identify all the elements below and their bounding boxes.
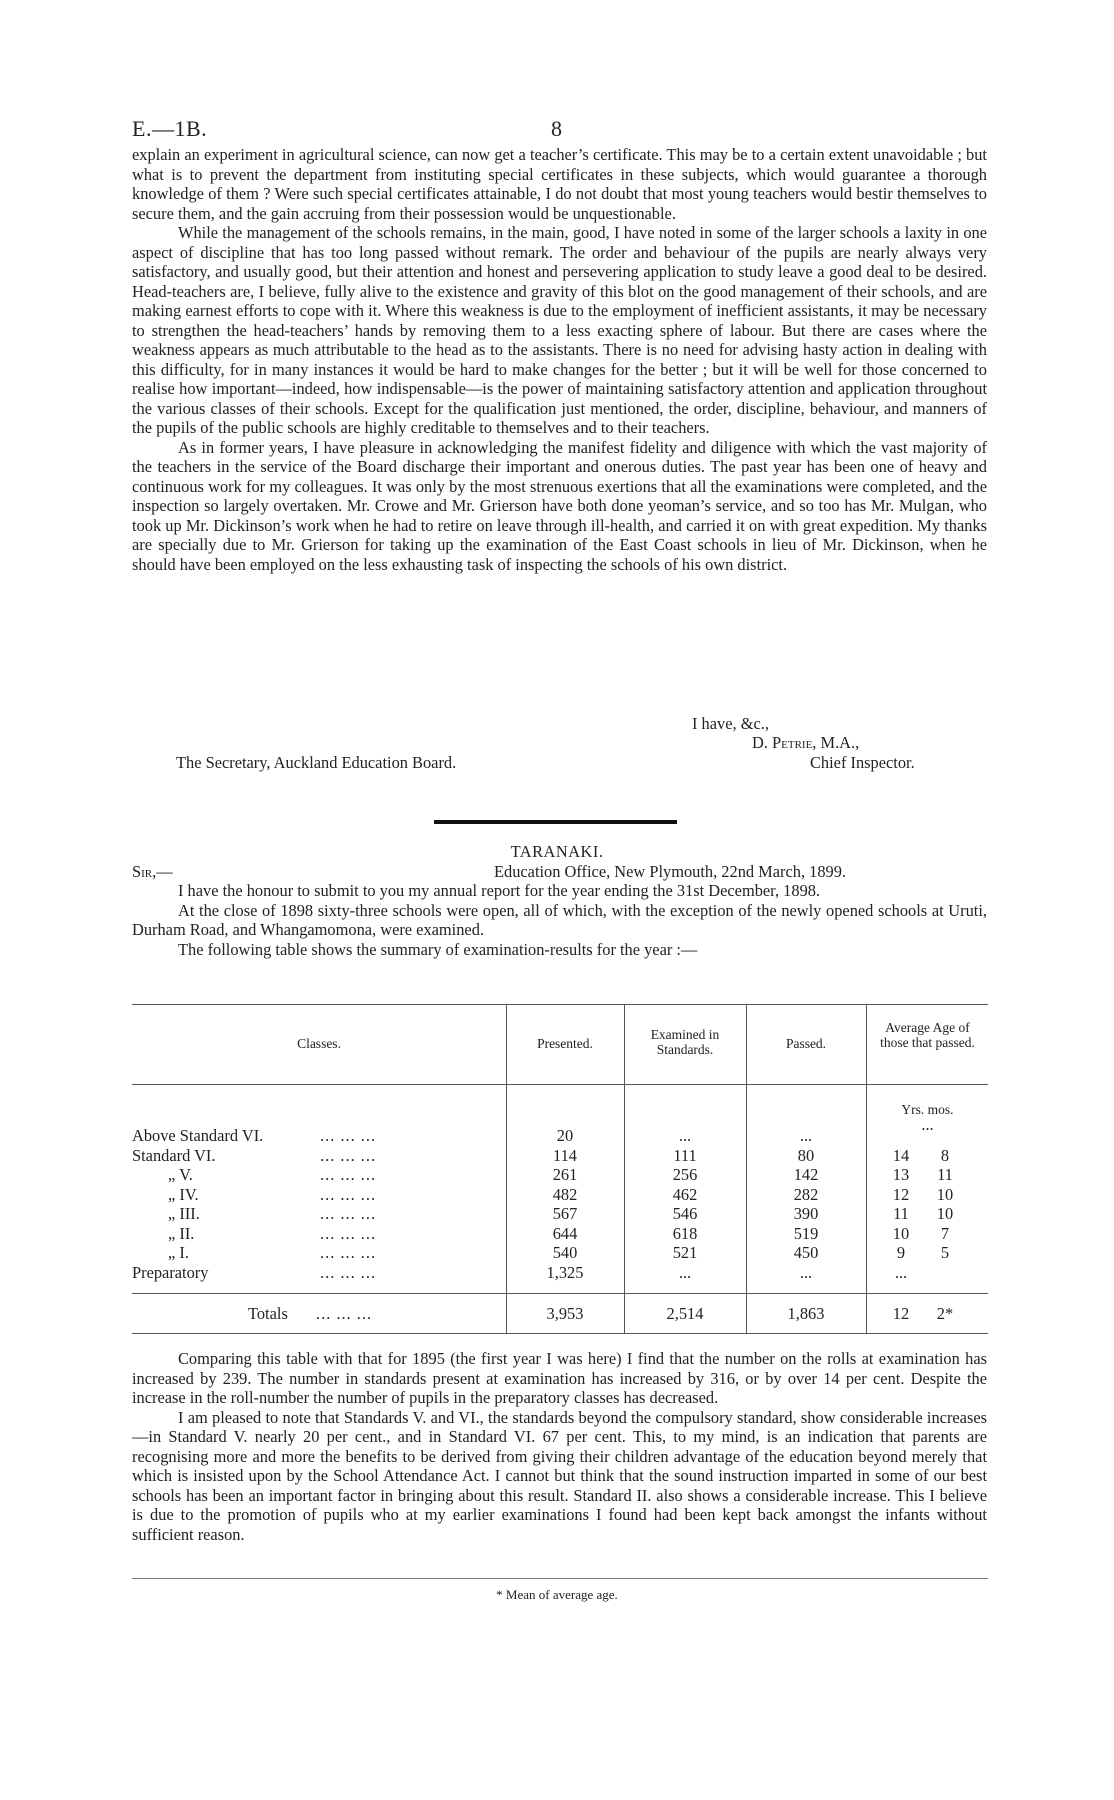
col-header-passed: Passed. xyxy=(785,1036,827,1051)
cell-age-yrs: 10 xyxy=(892,1223,910,1243)
paragraph: I am pleased to note that Standards V. and VI., the standards beyond the compulsory standard, show considerable increases—in Standard V. nearly 20 per cent., and in Standard VI. 67 per cent. This, to my mind, is an indication that parents are recognising more and more the benefits to be derived from giving their children advantage of the education beyond merely that which is insisted upon by the School Attendance Act. I cannot but think that the sound instruction imparted in some of our best schools has been an important factor in bringing about this result. Standard II. also shows a considerable increase. This I believe is due to the promotion of pupils who at my earlier examinations I found had been kept back amongst the infants without sufficient reason. xyxy=(132,1407,987,1544)
addressee: The Secretary, Auckland Education Board. xyxy=(176,753,457,772)
cell-passed: 282 xyxy=(793,1184,819,1204)
paragraph: Comparing this table with that for 1895 (the first year I was here) I find that the number on the rolls at examination has increased by 239. The number in standards present at examination has increased by 316, or by over 14 per cent. Despite the increase in the roll-number the number of pupils in the preparatory classes has decreased. xyxy=(132,1349,987,1407)
cell-presented: 482 xyxy=(552,1184,578,1204)
paragraph: At the close of 1898 sixty-three schools were open, all of which, with the exception of the newly opened schools at Uruti, Durham Road, and Whangamomona, were examined. xyxy=(132,900,987,939)
table-col-rule xyxy=(624,1004,625,1333)
footnote: * Mean of average age. xyxy=(496,1587,618,1602)
col-header-presented: Presented. xyxy=(537,1036,593,1051)
cell-presented: 644 xyxy=(552,1223,578,1243)
leader-dots: ... ... ... xyxy=(320,1126,377,1145)
cell-presented: 567 xyxy=(552,1204,578,1223)
row-label: „ V. xyxy=(168,1165,193,1184)
cell-passed: ... xyxy=(799,1126,813,1145)
cell-age-yrs: 11 xyxy=(893,1204,909,1223)
cell-presented: 1,325 xyxy=(546,1262,584,1282)
row-label: „ I. xyxy=(168,1243,189,1262)
cell-age-yrs: 12 xyxy=(892,1184,910,1204)
cell-age-yrs: ... xyxy=(894,1262,908,1282)
table-rule-bottom xyxy=(132,1333,988,1334)
page-number: 8 xyxy=(551,116,562,141)
cell-passed: 519 xyxy=(793,1223,819,1243)
cell-examined: 462 xyxy=(672,1184,698,1204)
paragraph: explain an experiment in agricultural science, can now get a teacher’s certificate. This may be to a certain extent unavoidable ; but what is to prevent the department from instituting special certificates in these subjects, which would guarantee a thorough knowledge of them ? Were such special certificates attainable, I do not doubt that most young teachers would bestir themselves to secure them, and the gain accruing from their possession would be unquestionable. xyxy=(132,145,987,223)
table-rule-top xyxy=(132,1004,988,1005)
section-title: TARANAKI. xyxy=(510,842,604,861)
cell-examined: 111 xyxy=(673,1145,697,1165)
table-rule-header xyxy=(132,1084,988,1085)
dateline: Education Office, New Plymouth, 22nd March, 1899. xyxy=(494,862,847,881)
leader-dots: ... ... ... xyxy=(320,1145,377,1165)
total-passed: 1,863 xyxy=(787,1304,825,1323)
paragraph: As in former years, I have pleasure in acknowledging the manifest fidelity and diligence with which the vast majority of the teachers in the service of the Board discharge their important and onerous duties. The past year has been one of heavy and continuous work for my colleagues. It was only by the most strenuous exertions that all the examinations were completed, and the inspection so largely overtaken. Mr. Crowe and Mr. Grierson have both done yeoman’s service, and so too has Mr. Mulgan, who took up Mr. Dickinson’s work when he had to retire on leave through ill-health, and carried it on with great expedition. My thanks are specially due to Mr. Grierson for taking up the examination of the East Coast schools in lieu of Mr. Dickinson, when he should have been employed on the less exhausting task of inspecting the schools of his own district. xyxy=(132,437,987,574)
cell-passed: 142 xyxy=(793,1165,819,1184)
leader-dots: ... ... ... xyxy=(320,1184,377,1204)
col-header-age: Average Age of those that passed. xyxy=(880,1020,975,1050)
cell-age-yrs: 14 xyxy=(892,1145,910,1165)
cell-passed: ... xyxy=(799,1262,813,1282)
leader-dots: ... ... ... xyxy=(320,1204,377,1223)
cell-presented: 261 xyxy=(552,1165,578,1184)
total-age-yrs: 12 xyxy=(892,1304,910,1323)
cell-age-mos: 7 xyxy=(940,1223,950,1243)
cell-examined: 521 xyxy=(672,1243,698,1262)
taranaki-intro xyxy=(132,881,987,959)
row-label: Preparatory xyxy=(132,1262,209,1282)
report-code: E.—1B. xyxy=(132,116,208,141)
leader-dots: ... ... ... xyxy=(320,1223,377,1243)
cell-age-mos: 10 xyxy=(936,1184,954,1204)
col-header-classes: Classes. xyxy=(297,1036,341,1051)
closing: I have, &c., xyxy=(692,714,769,733)
auckland-report-body xyxy=(132,145,987,574)
cell-age-mos: 5 xyxy=(940,1243,950,1262)
leader-dots: ... ... ... xyxy=(320,1262,377,1282)
footnote-rule xyxy=(132,1578,988,1579)
age-units-dots: ... xyxy=(921,1115,934,1134)
cell-age-mos: 11 xyxy=(937,1165,953,1184)
paragraph: While the management of the schools remains, in the main, good, I have noted in some of the larger schools a laxity in one aspect of discipline that has too long passed without remark. The order and behaviour of the pupils are nearly always very satisfactory, and usually good, but their attention and honest and persevering application to study leave a good deal to be desired. Head-teachers are, I believe, fully alive to the existence and gravity of this blot on the good management of their schools, and are making earnest efforts to cope with it. Where this weakness is due to the employment of inefficient assistants, it may be necessary to strengthen the head-teachers’ hands by removing them to a less exacting sphere of labour. But there are cases where the weakness appears as much attributable to the head as to the assistants. There is no need for advising hasty action in dealing with this difficulty, for in many instances it would be hard to make changes for the better ; but it will be well for those concerned to realise how important—indeed, how indispensable—is the power of maintaining satisfactory attention and application throughout the various classes of their schools. Except for the qualification just mentioned, the order, discipline, behaviour, and manners of the pupils of the public schools are highly creditable to themselves and to their teachers. xyxy=(132,223,987,437)
total-examined: 2,514 xyxy=(666,1304,704,1323)
section-divider xyxy=(434,820,677,824)
col-header-examined: Examined in Standards. xyxy=(650,1027,720,1057)
leader-dots: ... ... ... xyxy=(316,1304,373,1323)
row-label: „ III. xyxy=(168,1204,200,1223)
cell-examined: 546 xyxy=(672,1204,698,1223)
leader-dots: ... ... ... xyxy=(320,1243,377,1262)
signer-title: Chief Inspector. xyxy=(810,753,915,772)
row-label: Standard VI. xyxy=(132,1145,216,1165)
cell-passed: 80 xyxy=(797,1145,815,1165)
cell-examined: 618 xyxy=(672,1223,698,1243)
age-units: Yrs. mos. xyxy=(901,1102,954,1117)
cell-presented: 20 xyxy=(556,1126,574,1145)
total-age-mos: 2* xyxy=(936,1304,954,1323)
cell-passed: 450 xyxy=(793,1243,819,1262)
cell-presented: 114 xyxy=(553,1145,577,1165)
cell-age-yrs: 9 xyxy=(896,1243,906,1262)
cell-passed: 390 xyxy=(793,1204,819,1223)
cell-presented: 540 xyxy=(552,1243,578,1262)
cell-age-mos: 10 xyxy=(936,1204,954,1223)
cell-age-yrs: 13 xyxy=(892,1165,910,1184)
row-label: „ IV. xyxy=(168,1184,199,1204)
signer-name: D. Petrie, M.A., xyxy=(752,733,860,752)
paragraph: I have the honour to submit to you my annual report for the year ending the 31st December, 1898. xyxy=(178,881,821,900)
table-rule-totals xyxy=(132,1293,988,1294)
row-label: Above Standard VI. xyxy=(132,1126,264,1145)
table-col-rule xyxy=(866,1004,867,1333)
paragraph: The following table shows the summary of examination-results for the year :— xyxy=(178,939,698,959)
cell-examined: ... xyxy=(678,1126,692,1145)
leader-dots: ... ... ... xyxy=(320,1165,377,1184)
totals-label: Totals xyxy=(248,1304,288,1323)
taranaki-body xyxy=(132,1349,987,1544)
cell-examined: 256 xyxy=(672,1165,698,1184)
salutation: Sir,— xyxy=(132,862,173,881)
total-presented: 3,953 xyxy=(546,1304,584,1323)
cell-age-mos: 8 xyxy=(940,1145,950,1165)
cell-examined: ... xyxy=(678,1262,692,1282)
row-label: „ II. xyxy=(168,1223,195,1243)
